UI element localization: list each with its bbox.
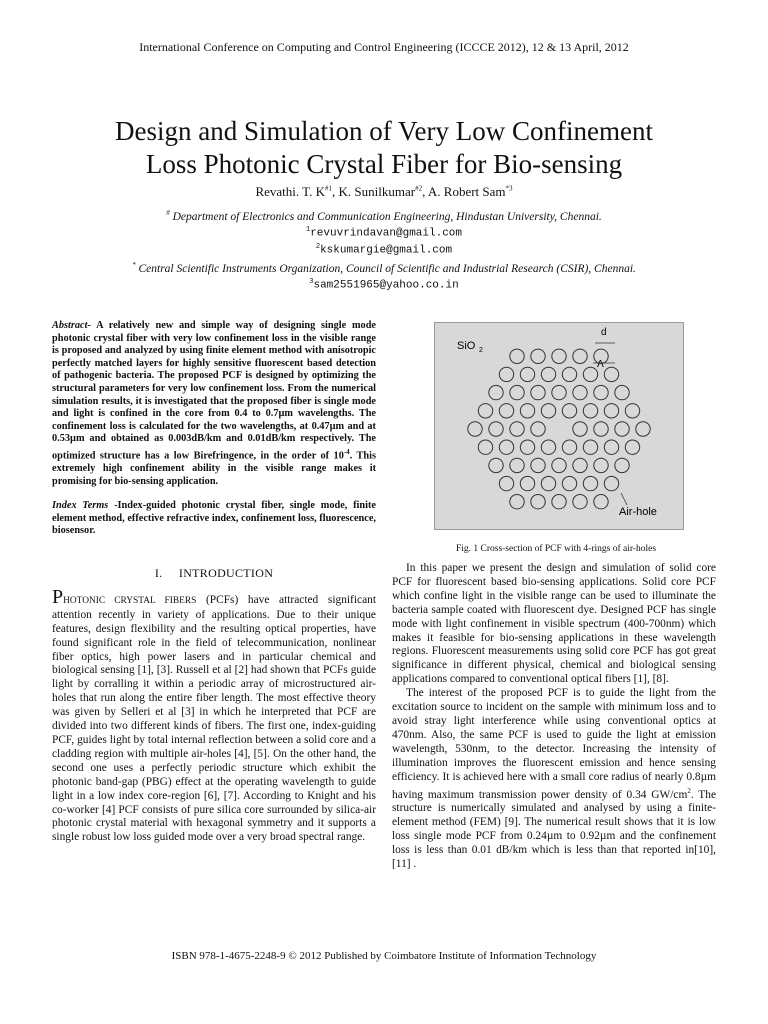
air-hole [531,385,545,399]
right-column [392,562,716,872]
air-hole [604,404,618,418]
air-hole [531,495,545,509]
label-d: d [601,327,607,338]
email-2 [0,243,768,257]
pcf-cross-section-figure [434,322,684,530]
air-hole [583,476,597,490]
air-hole [541,440,555,454]
air-hole [594,495,608,509]
affiliation-hindustan-text: Department of Electronics and Communication Engineering, Hindustan University, Chennai. [172,210,602,223]
air-hole [489,458,503,472]
right-paragraph-2-part-a: The interest of the proposed PCF is to guide the light from the excitation source to incident on the sample with minimum loss and to avoid stray light interference while using conventional optics at 470nm. Also, the same PCF is used to guide the light at emission wavelength, 530nm, to the detector. Increasing the intensity of illumination improves the fluorescent emission and hence sensing efficiency. It is achieved here with a small core radius of nearly 0.8µm having maximum transmission power density of 0.34 GW/cm [392,687,716,801]
email-2-text: kskumargie@gmail.com [320,244,453,257]
air-hole [562,440,576,454]
air-hole [499,367,513,381]
figure-caption: Fig. 1 Cross-section of PCF with 4-rings of air-holes [455,544,657,554]
air-hole [478,440,492,454]
affiliation-csir [0,261,768,275]
air-hole [615,422,629,436]
author-2-mark: #2 [415,184,423,193]
air-hole [520,404,534,418]
air-hole [562,404,576,418]
affiliation-hindustan [0,209,768,223]
air-hole [594,458,608,472]
air-hole [541,367,555,381]
author-3-mark: *3 [505,184,513,193]
air-hole [478,404,492,418]
air-hole [552,458,566,472]
email-1 [0,226,768,240]
air-hole [510,458,524,472]
air-hole [552,495,566,509]
air-hole [615,385,629,399]
air-hole [552,349,566,363]
abstract-text-1: A relatively new and simple way of designing single mode photonic crystal fiber with very low confinement loss in the visible range is proposed and analyzed by using finite element method with anisotropic perfectly matched layers for highly sensitive fluorescent based detection of pathogenic bacteria. The proposed PCF is designed by optimizing the structural parameters for very low confinement loss. From the numerical simulation results, it is investigated that the proposed fiber is single mode and light is confined in the core from 0.4 to 0.7µm wavelengths. The confinement loss is calculated for the two wavelengths, at 0.47µm and at 0.53µm and obtained as 0.003dB/km and 0.01dB/km respectively. The optimized structure has a low Birefringence, in the order of 10 [52,320,376,462]
air-hole [499,404,513,418]
air-hole [510,495,524,509]
air-hole [468,422,482,436]
air-hole [531,349,545,363]
air-hole [520,476,534,490]
intro-smallcaps: HOTONIC CRYSTAL FIBERS [63,595,197,606]
email-3-text: sam2551965@yahoo.co.in [313,279,459,292]
air-hole [531,458,545,472]
air-hole [499,476,513,490]
right-paragraph-2 [392,687,716,872]
author-list: Revathi. T. $K^{\#1}$, K. Sunilkumar$^{\#2}$, A. Robert Sam$^{*3}$ [255,184,513,199]
air-hole [573,385,587,399]
label-lambda: Λ [597,359,604,370]
left-column [52,320,376,845]
air-hole [520,440,534,454]
author-2: K. Sunilkumar [338,184,416,199]
air-hole [520,367,534,381]
footer-isbn: ISBN 978-1-4675-2248-9 © 2012 Published by Coimbatore Institute of Information Technology [171,950,597,962]
air-hole [573,495,587,509]
affiliation-csir-text: Central Scientific Instruments Organization, Council of Scientific and Industrial Research (CSIR), Chennai. [138,262,636,275]
air-hole [604,476,618,490]
power-density-exponent: 2 [687,786,691,795]
email-1-mark: 1 [305,226,311,234]
air-hole [489,385,503,399]
index-terms-text: -Index-guided photonic crystal fiber, single mode, finite element method, effective refractive index, confinement loss, fluorescence, biosensor. [52,500,376,537]
air-hole [625,404,639,418]
air-hole [510,385,524,399]
index-terms [52,500,376,538]
author-3: A. Robert Sam [427,184,506,199]
air-hole [573,422,587,436]
air-hole [594,422,608,436]
air-hole [562,367,576,381]
air-hole [594,385,608,399]
air-hole [583,440,597,454]
air-hole [573,458,587,472]
affiliation-hindustan-mark: # [166,209,170,217]
air-hole [615,458,629,472]
air-hole [604,367,618,381]
air-hole [510,422,524,436]
abstract-text-2: . This extremely high confinement ability in the visible range makes it promising for bio-sensing application. [52,450,376,487]
conference-header: International Conference on Computing and Control Engineering (ICCCE 2012), 12 & 13 April, 2012 [139,40,629,54]
right-paragraph-1: In this paper we present the design and simulation of solid core PCF for fluorescent based bio-sensing applications. Solid core PCF which confine light in the visible range can be used to illuminate the bacteria sample coated with fluorescent dye. Designed PCF has single mode with light confinement in visible spectrum (400-700nm) which makes it feasible for bio-sensing applications in these wavelength regions. Fluorescent measurements using solid core PCF has got great significance in different physical, chemical and biological sensing applications compared to conventional optical fibers [1], [8]. [392,562,716,686]
index-terms-lead: Index Terms [52,500,109,512]
email-1-text: revuvrindavan@gmail.com [310,227,463,240]
drop-cap: P [52,585,64,608]
affiliation-csir-mark: * [132,261,136,269]
section-introduction-heading: I. INTRODUCTION [154,565,274,580]
title-line-2: Loss Photonic Crystal Fiber for Bio-sensing [145,149,623,179]
air-hole [583,404,597,418]
email-3 [0,278,768,292]
intro-paragraph [52,585,376,845]
air-hole [499,440,513,454]
paper-title [40,115,728,181]
label-air-hole: Air-hole [619,506,657,518]
label-sio2-sub: 2 [479,347,483,354]
pcf-diagram [435,323,683,529]
air-hole [625,440,639,454]
intro-text: (PCFs) have attracted significant attention recently in variety of applications. Due to their unique features, design flexibility and the resulting optical properties, have found significant role in the field of telecommunication, nonlinear fiber optics, high power lasers and in particular chemical and biological sensing [1], [3]. Russell et al [2] had shown that PCFs guide light by corralling it within a periodic array of microstructured air-holes that run along the entire fiber length. The most effective theory was given by Selleri et al [3] in which he interpreted that PCF are divided into two different kinds of fibers. The first one, index-guiding PCF, guides light by total internal reflection between a solid core and a cladding region with multiple air-holes [4], [5]. On the other hand, the second one uses a perfectly periodic structure which exhibit the photonic band-gap (PBG) effect at the operating wavelength to guide light in a low index core-region [6], [7]. According to Knight and his co-worker [4] PCF consists of pure silica core surrounded by silica-air photonic crystal material with hexagonal symmetry and it supports a single robust low loss guided mode over a very broad spectral range. [52,593,376,844]
author-1: Revathi. T. K [255,184,326,199]
air-hole [552,385,566,399]
abstract-exponent: -4 [343,447,350,456]
right-paragraph-2-part-b: . The structure is numerically simulated and analysed by using a finite-element method (FEM) [9]. The numerical result shows that it is low loss single mode PCF from 0.24µm to 0.92µm and the confinement loss is less than 0.01 dB/km which is less than that reported in[10], [11] . [392,788,717,870]
air-hole [636,422,650,436]
air-hole [562,476,576,490]
air-hole [583,367,597,381]
email-2-mark: 2 [315,243,321,251]
air-hole [573,349,587,363]
air-hole [531,422,545,436]
author-1-mark: #1 [325,184,333,193]
email-3-mark: 3 [309,278,314,286]
abstract-lead: Abstract- [52,320,91,331]
air-hole [604,440,618,454]
air-hole [541,404,555,418]
air-hole [541,476,555,490]
air-hole [489,422,503,436]
air-hole-array [468,349,650,509]
air-hole-arrow [621,493,627,505]
abstract [52,320,376,488]
label-sio2: SiO [457,340,476,352]
air-hole [510,349,524,363]
title-line-1: Design and Simulation of Very Low Confinement [115,116,653,146]
